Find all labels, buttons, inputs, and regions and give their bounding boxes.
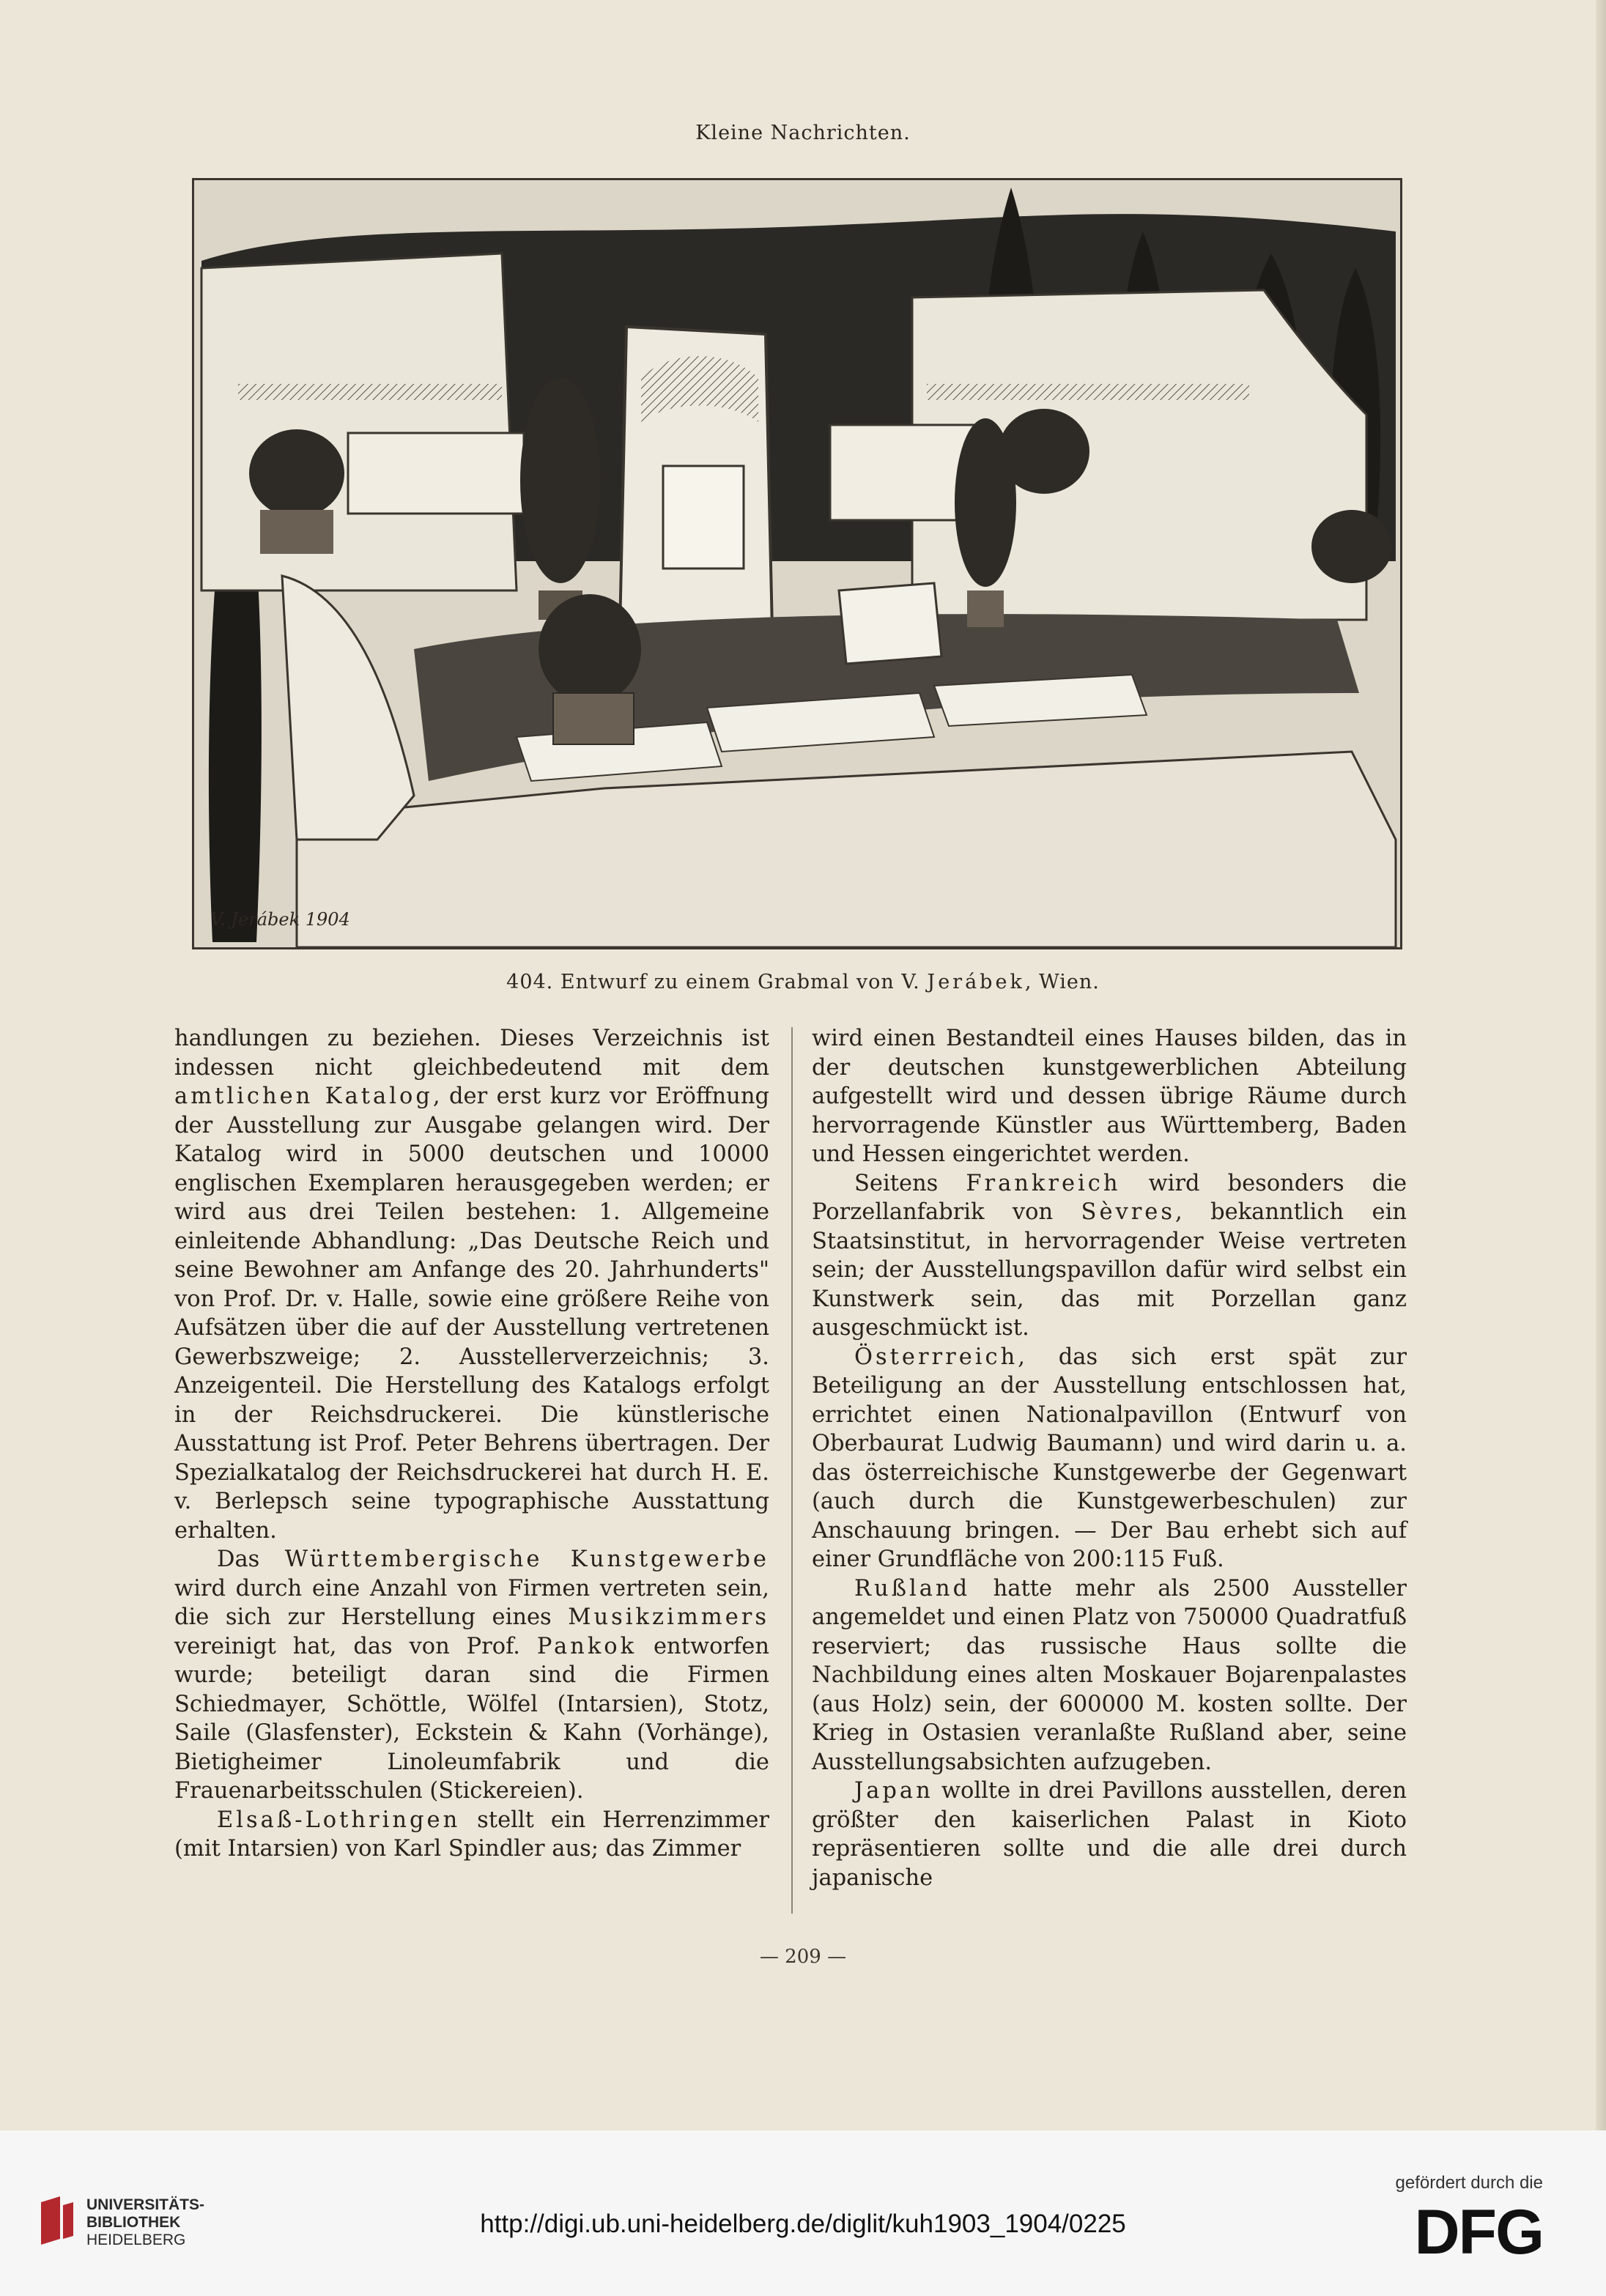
text-run: Das (217, 1547, 285, 1572)
paragraph (174, 1806, 769, 1864)
spaced-emphasis: Württembergische Kunstgewerbe (284, 1547, 769, 1572)
grave-monument-drawing (194, 180, 1400, 947)
text-run: Seitens (854, 1170, 966, 1196)
text-run: handlungen zu beziehen. Dieses Verzeichnis ist indessen nicht gleichbedeutend mit dem (174, 1026, 769, 1081)
text-run: , bekanntlich ein Staatsinstitut, in hervorragender Weise vertreten sein; der Ausstellungspavillon dafür wird selbst ein Kunstwerk sein, das mit Porzellan ganz ausgeschmückt ist. (812, 1199, 1407, 1341)
text-run: vereinigt hat, das von Prof. (174, 1633, 537, 1659)
text-run: wird besonders die Porzellanfabrik von (812, 1170, 1407, 1225)
figure-number: 404. (506, 971, 554, 993)
paragraph (812, 1777, 1407, 1892)
spaced-emphasis: Rußland (854, 1575, 971, 1601)
library-name: UNIVERSITÄTS- BIBLIOTHEK HEIDELBERG (86, 2196, 205, 2248)
page-number: — 209 — (759, 1946, 847, 1968)
spaced-emphasis: Sèvres (1081, 1199, 1176, 1225)
text-run: wird durch eine Anzahl von Firmen vertreten sein, die sich zur Herstellung eines (174, 1575, 769, 1630)
paragraph (174, 1024, 769, 1545)
permalink-url[interactable]: http://digi.ub.uni-heidelberg.de/diglit/kuh1903_1904/0225 (480, 2210, 1126, 2238)
text-run: hatte mehr als 2500 Aussteller angemeldet und einen Platz von 750000 Quadratfuß reserviert; das russische Haus sollte die Nachbildung eines alten Moskauer Bojarenpalastes (aus Holz) sein, der 600000 M. kosten sollte. Der Krieg in Ostasien veranlaßte Rußland aber, seine Ausstellungsabsichten aufzugeben. (812, 1575, 1407, 1775)
paragraph (812, 1574, 1407, 1777)
spaced-emphasis: Pankok (536, 1633, 637, 1659)
spaced-emphasis: Japan (854, 1778, 933, 1804)
left-column (174, 1024, 769, 1864)
paragraph (812, 1169, 1407, 1343)
caption-text: Entwurf zu einem Grabmal von V. (560, 971, 920, 993)
text-run: wollte in drei Pavillons ausstellen, deren größter den kaiserlichen Palast in Kioto repräsentieren sollte und die alle drei durch japanische (812, 1778, 1407, 1891)
text-run: stellt ein Herrenzimmer (mit Intarsien) von Karl Spindler aus; das Zimmer (174, 1807, 769, 1862)
spaced-emphasis: Österrreich (854, 1344, 1018, 1370)
spaced-emphasis: amtlichen Katalog (174, 1084, 433, 1109)
footer-bar (0, 2130, 1606, 2296)
text-run: , das sich erst spät zur Beteiligung an der Ausstellung entschlossen hat, errichtet einen Nationalpavillon (Entwurf von Oberbaurat Ludwig Baumann) und wird darin u. a. das österreichische Kunstgewerbe der Gegenwart (auch durch die Kunstgewerbeschulen) zur Anschauung bringen. — Der Bau erhebt sich auf einer Grundfläche von 200:115 Fuß. (812, 1344, 1407, 1572)
running-head: Kleine Nachrichten. (695, 122, 911, 144)
text-run: entworfen wurde; beteiligt daran sind die Firmen Schiedmayer, Schöttle, Wölfel (Intarsien), Stotz, Saile (Glasfenster), Eckstein & Kahn (Vorhänge), Bietigheimer Linoleumfabrik und die Frauenarbeitsschulen (Stickereien). (174, 1633, 769, 1804)
dfg-logo: DFG (1414, 2197, 1543, 2267)
figure-caption (0, 971, 1606, 993)
text-run: wird einen Bestandteil eines Hauses bilden, das in der deutschen kunstgewerblichen Abteilung aufgestellt wird und dessen übrige Räume durch hervorragende Künstler aus Württemberg, Baden und Hessen eingerichtet werden. (812, 1026, 1407, 1167)
paragraph (174, 1545, 769, 1806)
spaced-emphasis: Elsaß-Lothringen (217, 1807, 461, 1833)
page-edge (1596, 0, 1606, 2130)
artist-signature: V. Jerábek 1904 (210, 909, 350, 930)
right-column (812, 1024, 1407, 1892)
spaced-emphasis: Musikzimmers (568, 1604, 769, 1630)
paragraph (812, 1343, 1407, 1574)
spaced-emphasis: Frankreich (966, 1170, 1121, 1196)
figure-illustration (192, 178, 1402, 949)
column-divider (791, 1027, 793, 1914)
funded-by-label: gefördert durch die (1395, 2173, 1543, 2193)
caption-place: , Wien. (1024, 971, 1100, 993)
caption-artist: Jerábek (927, 971, 1025, 993)
text-run: , der erst kurz vor Eröffnung der Ausstellung zur Ausgabe gelangen wird. Der Katalog wird in 5000 deutschen und 10000 englischen Exemplaren herausgegeben werden; er wird aus drei Teilen bestehen: 1. Allgemeine einleitende Abhandlung: „Das Deutsche Reich und seine Bewohner am Anfange des 20. Jahrhunderts" von Prof. Dr. v. Halle, sowie eine größere Reihe von Aufsätzen über die auf der Ausstellung vertretenen Gewerbszweige; 2. Ausstellerverzeichnis; 3. Anzeigenteil. Die Herstellung des Katalogs erfolgt in der Reichsdruckerei. Die künstlerische Ausstattung ist Prof. Peter Behrens übertragen. Der Spezialkatalog der Reichsdruckerei hat durch H. E. v. Berlepsch seine typographische Ausstattung erhalten. (174, 1084, 769, 1544)
paragraph (812, 1024, 1407, 1169)
